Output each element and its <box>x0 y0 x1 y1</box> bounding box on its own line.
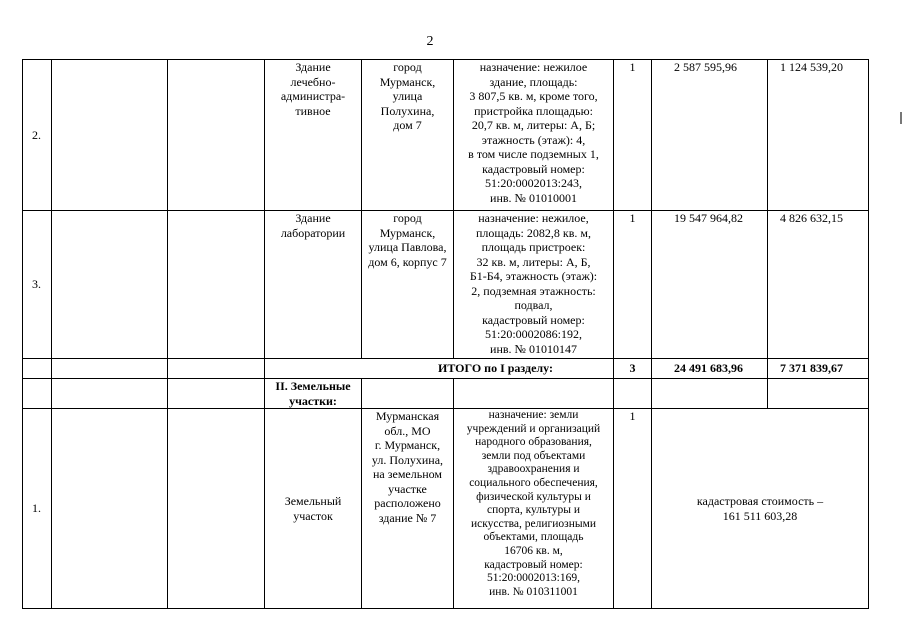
row-number: 1. <box>23 409 52 609</box>
page-number: 2 <box>426 34 434 49</box>
quantity: 1 <box>614 409 652 609</box>
empty-cell <box>168 60 265 211</box>
empty-cell <box>168 359 265 379</box>
object-name: Здание лечебно- администра- тивное <box>265 60 362 211</box>
object-address: Мурманская обл., МО г. Мурманск, ул. Полухина, на земельном участке расположено здание № 7 <box>362 409 454 609</box>
empty-cell <box>768 379 869 409</box>
property-table <box>22 59 869 609</box>
quantity: 1 <box>614 211 652 359</box>
total-row <box>23 359 869 379</box>
empty-cell <box>52 359 168 379</box>
object-address: город Мурманск, улица Полухина, дом 7 <box>362 60 454 211</box>
empty-cell <box>52 409 168 609</box>
total-quantity: 3 <box>614 359 652 379</box>
quantity: 1 <box>614 60 652 211</box>
table-row <box>23 409 869 609</box>
total-label: ИТОГО по I разделу: <box>265 359 614 379</box>
empty-cell <box>52 211 168 359</box>
section-heading-row <box>23 379 869 409</box>
object-name: Здание лаборатории <box>265 211 362 359</box>
cadastral-value: кадастровая стоимость – 161 511 603,28 <box>652 409 869 609</box>
table-row <box>23 60 869 211</box>
residual-value: 4 826 632,15 <box>768 211 869 359</box>
book-value: 2 587 595,96 <box>652 60 768 211</box>
empty-cell <box>614 379 652 409</box>
empty-cell <box>52 379 168 409</box>
row-number: 2. <box>23 60 52 211</box>
object-address: город Мурманск, улица Павлова, дом 6, корпус 7 <box>362 211 454 359</box>
object-description: назначение: земли учреждений и организаций народного образования, земли под объектами здравоохранения и социального обеспечения, физической культуры и спорта, культуры и искусства, религиозными объектами, площадь 16706 кв. м, кадастровый номер: 51:20:0002013:169, инв. № 010311001 <box>454 409 614 609</box>
object-name: Земельный участок <box>265 409 362 609</box>
residual-value: 1 124 539,20 <box>768 60 869 211</box>
empty-cell <box>168 379 265 409</box>
empty-cell <box>168 211 265 359</box>
book-value: 19 547 964,82 <box>652 211 768 359</box>
empty-cell <box>168 409 265 609</box>
margin-mark <box>900 112 902 124</box>
row-number: 3. <box>23 211 52 359</box>
object-description: назначение: нежилое здание, площадь: 3 807,5 кв. м, кроме того, пристройка площадью: 20,7 кв. м, литеры: А, Б; этажность (этаж): 4, в том числе подземных 1, кадастровый номер: 51:20:0002013:243, инв. № 01010001 <box>454 60 614 211</box>
empty-cell <box>362 379 454 409</box>
table-row <box>23 211 869 359</box>
total-residual-value: 7 371 839,67 <box>768 359 869 379</box>
empty-cell <box>23 379 52 409</box>
object-description: назначение: нежилое, площадь: 2082,8 кв. м, площадь пристроек: 32 кв. м, литеры: А, Б, Б1-Б4, этажность (этаж): 2, подземная этажность: подвал, кадастровый номер: 51:20:0002086:192, инв. № 01010147 <box>454 211 614 359</box>
empty-cell <box>23 359 52 379</box>
section-heading: II. Земельные участки: <box>265 379 362 409</box>
total-book-value: 24 491 683,96 <box>652 359 768 379</box>
empty-cell <box>454 379 614 409</box>
empty-cell <box>52 60 168 211</box>
empty-cell <box>652 379 768 409</box>
